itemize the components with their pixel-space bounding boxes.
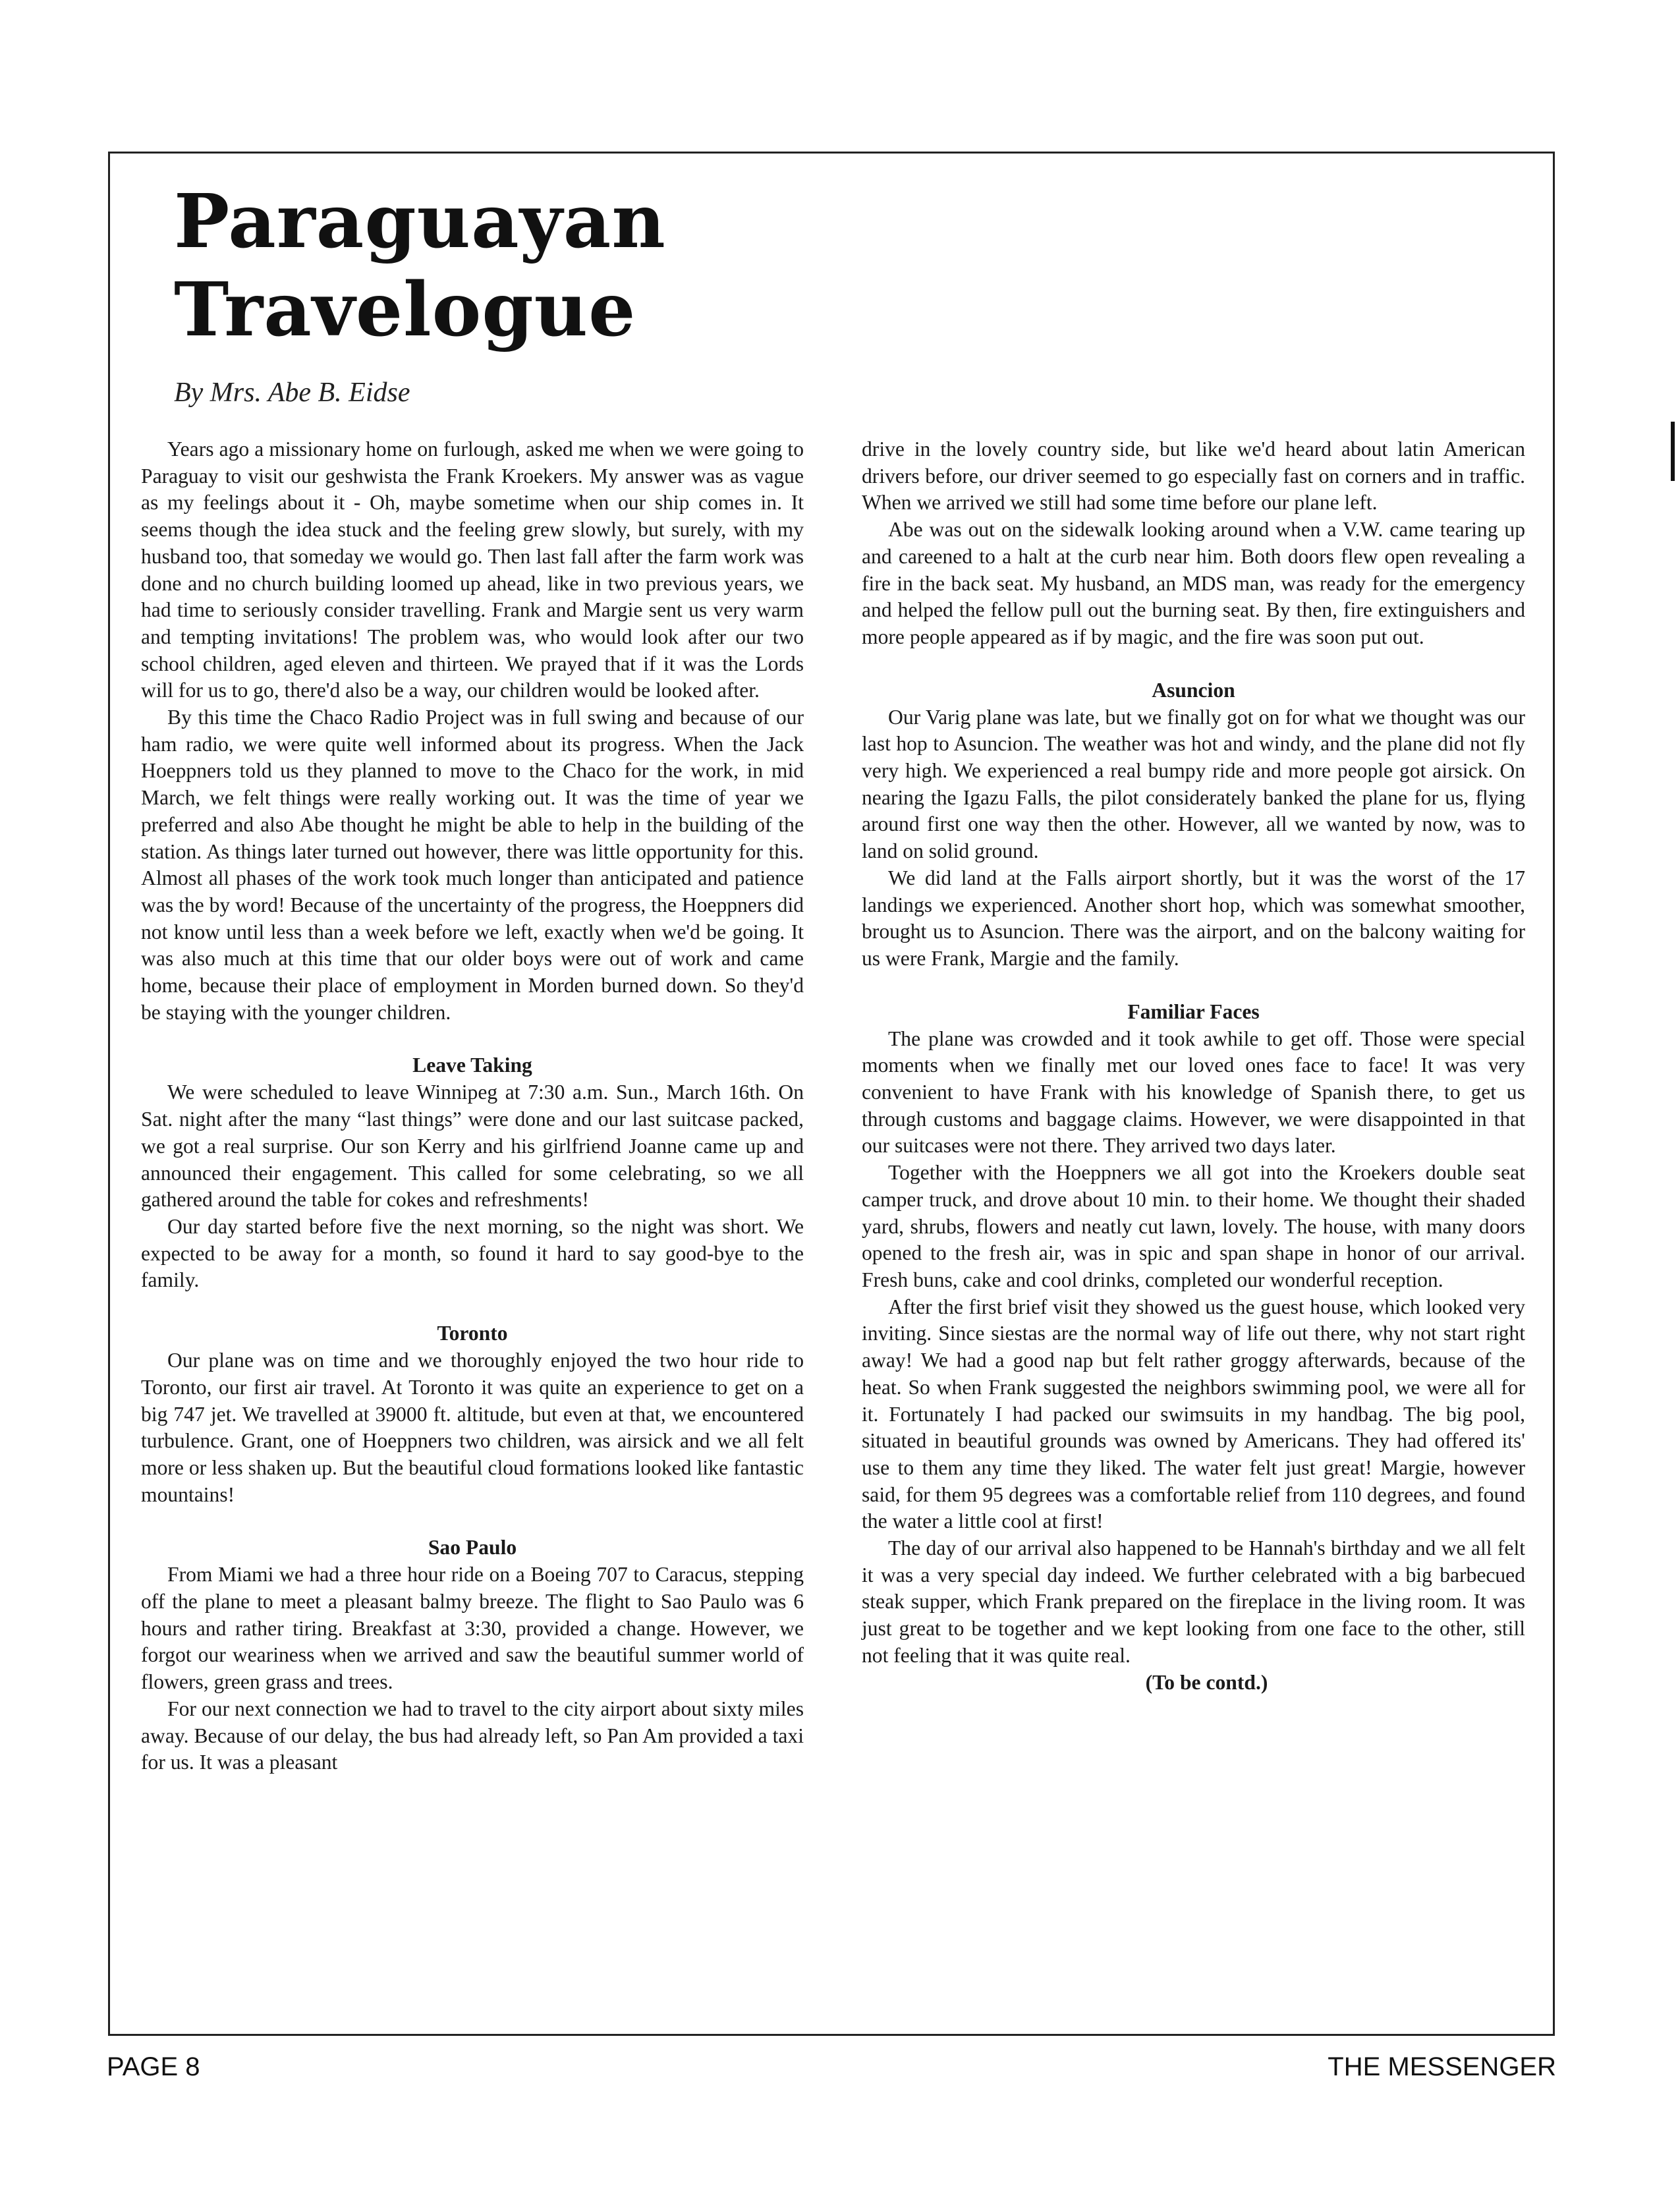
paragraph: The day of our arrival also happened to be Hannah's birthday and we all felt it was a very special day indeed. We further celebrated with a big barbecued steak supper, which Frank prepared on the fireplace in the living room. It was just great to be together and we kept looking from one face to the other, still not feeling that it was quite real. [862, 1536, 1525, 1667]
paragraph: Years ago a missionary home on furlough, asked me when we were going to Paraguay to visit our geshwista the Frank Kroekers. My answer was as vague as my feelings about it - Oh, maybe sometime when our ship comes in. It seems though the idea stuck and the feeling grew slowly, but surely, with my husband too, that someday we would go. Then last fall after the farm work was done and no church building loomed up ahead, like in two previous years, we had time to seriously consider travelling. Frank and Margie sent us very warm and tempting invitations! The problem was, who would look after our two school children, aged eleven and thirteen. We prayed that if it was the Lords will for us to go, there'd also be a way, our children would be looked after. [141, 437, 804, 702]
section-heading-sao-paulo: Sao Paulo [428, 1536, 517, 1560]
left-column [141, 436, 804, 1776]
title-line-2: Travelogue [174, 267, 636, 353]
paragraph: Abe was out on the sidewalk looking around when a V.W. came tearing up and careened to a halt at the curb near him. Both doors flew open revealing a fire in the back seat. My husband, an MDS man, was ready for the emergency and helped the fellow pull out the burning seat. By then, fire extinguishers and more people appeared as if by magic, and the fire was soon put out. [862, 518, 1525, 648]
paragraph: Our day started before five the next morning, so the night was short. We expected to be away for a month, so found it hard to say good-bye to the family. [141, 1214, 804, 1292]
paragraph: After the first brief visit they showed us the guest house, which looked very inviting. Since siestas are the normal way of life out there, why not start right away! We had a good nap but felt rather groggy afterwards, because of the heat. So when Frank suggested the neighbors swimming pool, we were all for it. Fortunately I had packed our swimsuits in my handbag. The big pool, situated in beautiful grounds was owned by Americans. They had offered its' use to them any time they liked. The water felt just great! Margie, however said, for them 95 degrees was a comfortable relief from 110 degrees, and found the water a little cool at first! [862, 1295, 1525, 1533]
section-heading-leave-taking: Leave Taking [412, 1054, 532, 1077]
paragraph: Together with the Hoeppners we all got into the Kroekers double seat camper truck, and drove about 10 min. to their home. We thought their shaded yard, shrubs, flowers and neatly cut lawn, lovely. The house, with many doors opened to the fresh air, was in spic and span shape in honor of our arrival. Fresh buns, cake and cool drinks, completed our wonderful reception. [862, 1161, 1525, 1291]
paragraph: By this time the Chaco Radio Project was in full swing and because of our ham radio, we were quite well informed about its progress. When the Jack Hoeppners told us they planned to move to the Chaco for the work, in mid March, we felt things were really working out. It was the time of year we preferred and also Abe thought he might be able to help in the building of the station. As things later turned out however, there was little opportunity for this. Almost all phases of the work took much longer than anticipated and patience was the by word! Because of the uncertainty of the progress, the Hoeppners did not know until less than a week before we left, exactly when we'd be going. It was also much at this time that our older boys were out of work and came home, because their place of employment in Morden burned down. So they'd be staying with the younger children. [141, 706, 804, 1024]
publication-name: THE MESSENGER [1328, 2052, 1556, 2081]
paragraph: For our next connection we had to travel to the city airport about sixty miles away. Because of our delay, the bus had already left, so Pan Am provided a taxi for us. It was a pleasant [141, 1697, 804, 1774]
paragraph: drive in the lovely country side, but like we'd heard about latin American drivers before, our driver seemed to go especially fast on corners and in traffic. When we arrived we still had some time before our plane left. [862, 437, 1525, 515]
paragraph: Our plane was on time and we thoroughly enjoyed the two hour ride to Toronto, our first air travel. At Toronto it was quite an experience to get on a big 747 jet. We travelled at 39000 ft. altitude, but even at that, we encountered turbulence. Grant, one of Hoeppners two children, was airsick and we all felt more or less shaken up. But the beautiful cloud formations looked like fantastic mountains! [141, 1349, 804, 1506]
paragraph: Our Varig plane was late, but we finally got on for what we thought was our last hop to Asuncion. The weather was hot and windy, and the plane did not fly very high. We experienced a real bumpy ride and more people got airsick. On nearing the Igazu Falls, the pilot considerately banked the plane for us, flying around first one way then the other. However, all we wanted by now, was to land on solid ground. [862, 705, 1525, 863]
scan-edge-mark [1671, 422, 1675, 481]
byline: By Mrs. Abe B. Eidse [174, 378, 410, 408]
paragraph: The plane was crowded and it took awhile to get off. Those were special moments when we finally met our loved ones face to face! It was very convenient to have Frank with his knowledge of Spanish there, to get us through customs and baggage claims. However, we were disappointed in that our suitcases were not there. They arrived two days later. [862, 1026, 1525, 1158]
page-number: PAGE 8 [107, 2052, 200, 2081]
right-column [862, 436, 1525, 1696]
article-title [174, 178, 666, 354]
paragraph: We were scheduled to leave Winnipeg at 7:30 a.m. Sun., March 16th. On Sat. night after the many “last things” were done and our last suitcase packed, we got a real surprise. Our son Kerry and his girlfriend Joanne came up and announced their engagement. This called for some celebrating, so we all gathered around the table for cokes and refreshments! [141, 1081, 804, 1212]
section-heading-toronto: Toronto [437, 1322, 508, 1345]
title-line-1: Paraguayan [174, 179, 666, 265]
paragraph: We did land at the Falls airport shortly, but it was the worst of the 17 landings we experienced. Another short hop, which was somewhat smoother, brought us to Asuncion. There was the airport, and on the balcony waiting for us were Frank, Margie and the family. [862, 866, 1525, 970]
section-heading-familiar-faces: Familiar Faces [1127, 999, 1260, 1023]
section-heading-asuncion: Asuncion [1152, 678, 1235, 702]
to-be-continued-note: (To be contd.) [1145, 1670, 1268, 1694]
paragraph: From Miami we had a three hour ride on a Boeing 707 to Caracus, stepping off the plane to meet a pleasant balmy breeze. The flight to Sao Paulo was 6 hours and rather tiring. Breakfast at 3:30, provided a change. However, we forgot our weariness when we arrived and saw the beautiful summer world of flowers, green grass and trees. [141, 1563, 804, 1694]
